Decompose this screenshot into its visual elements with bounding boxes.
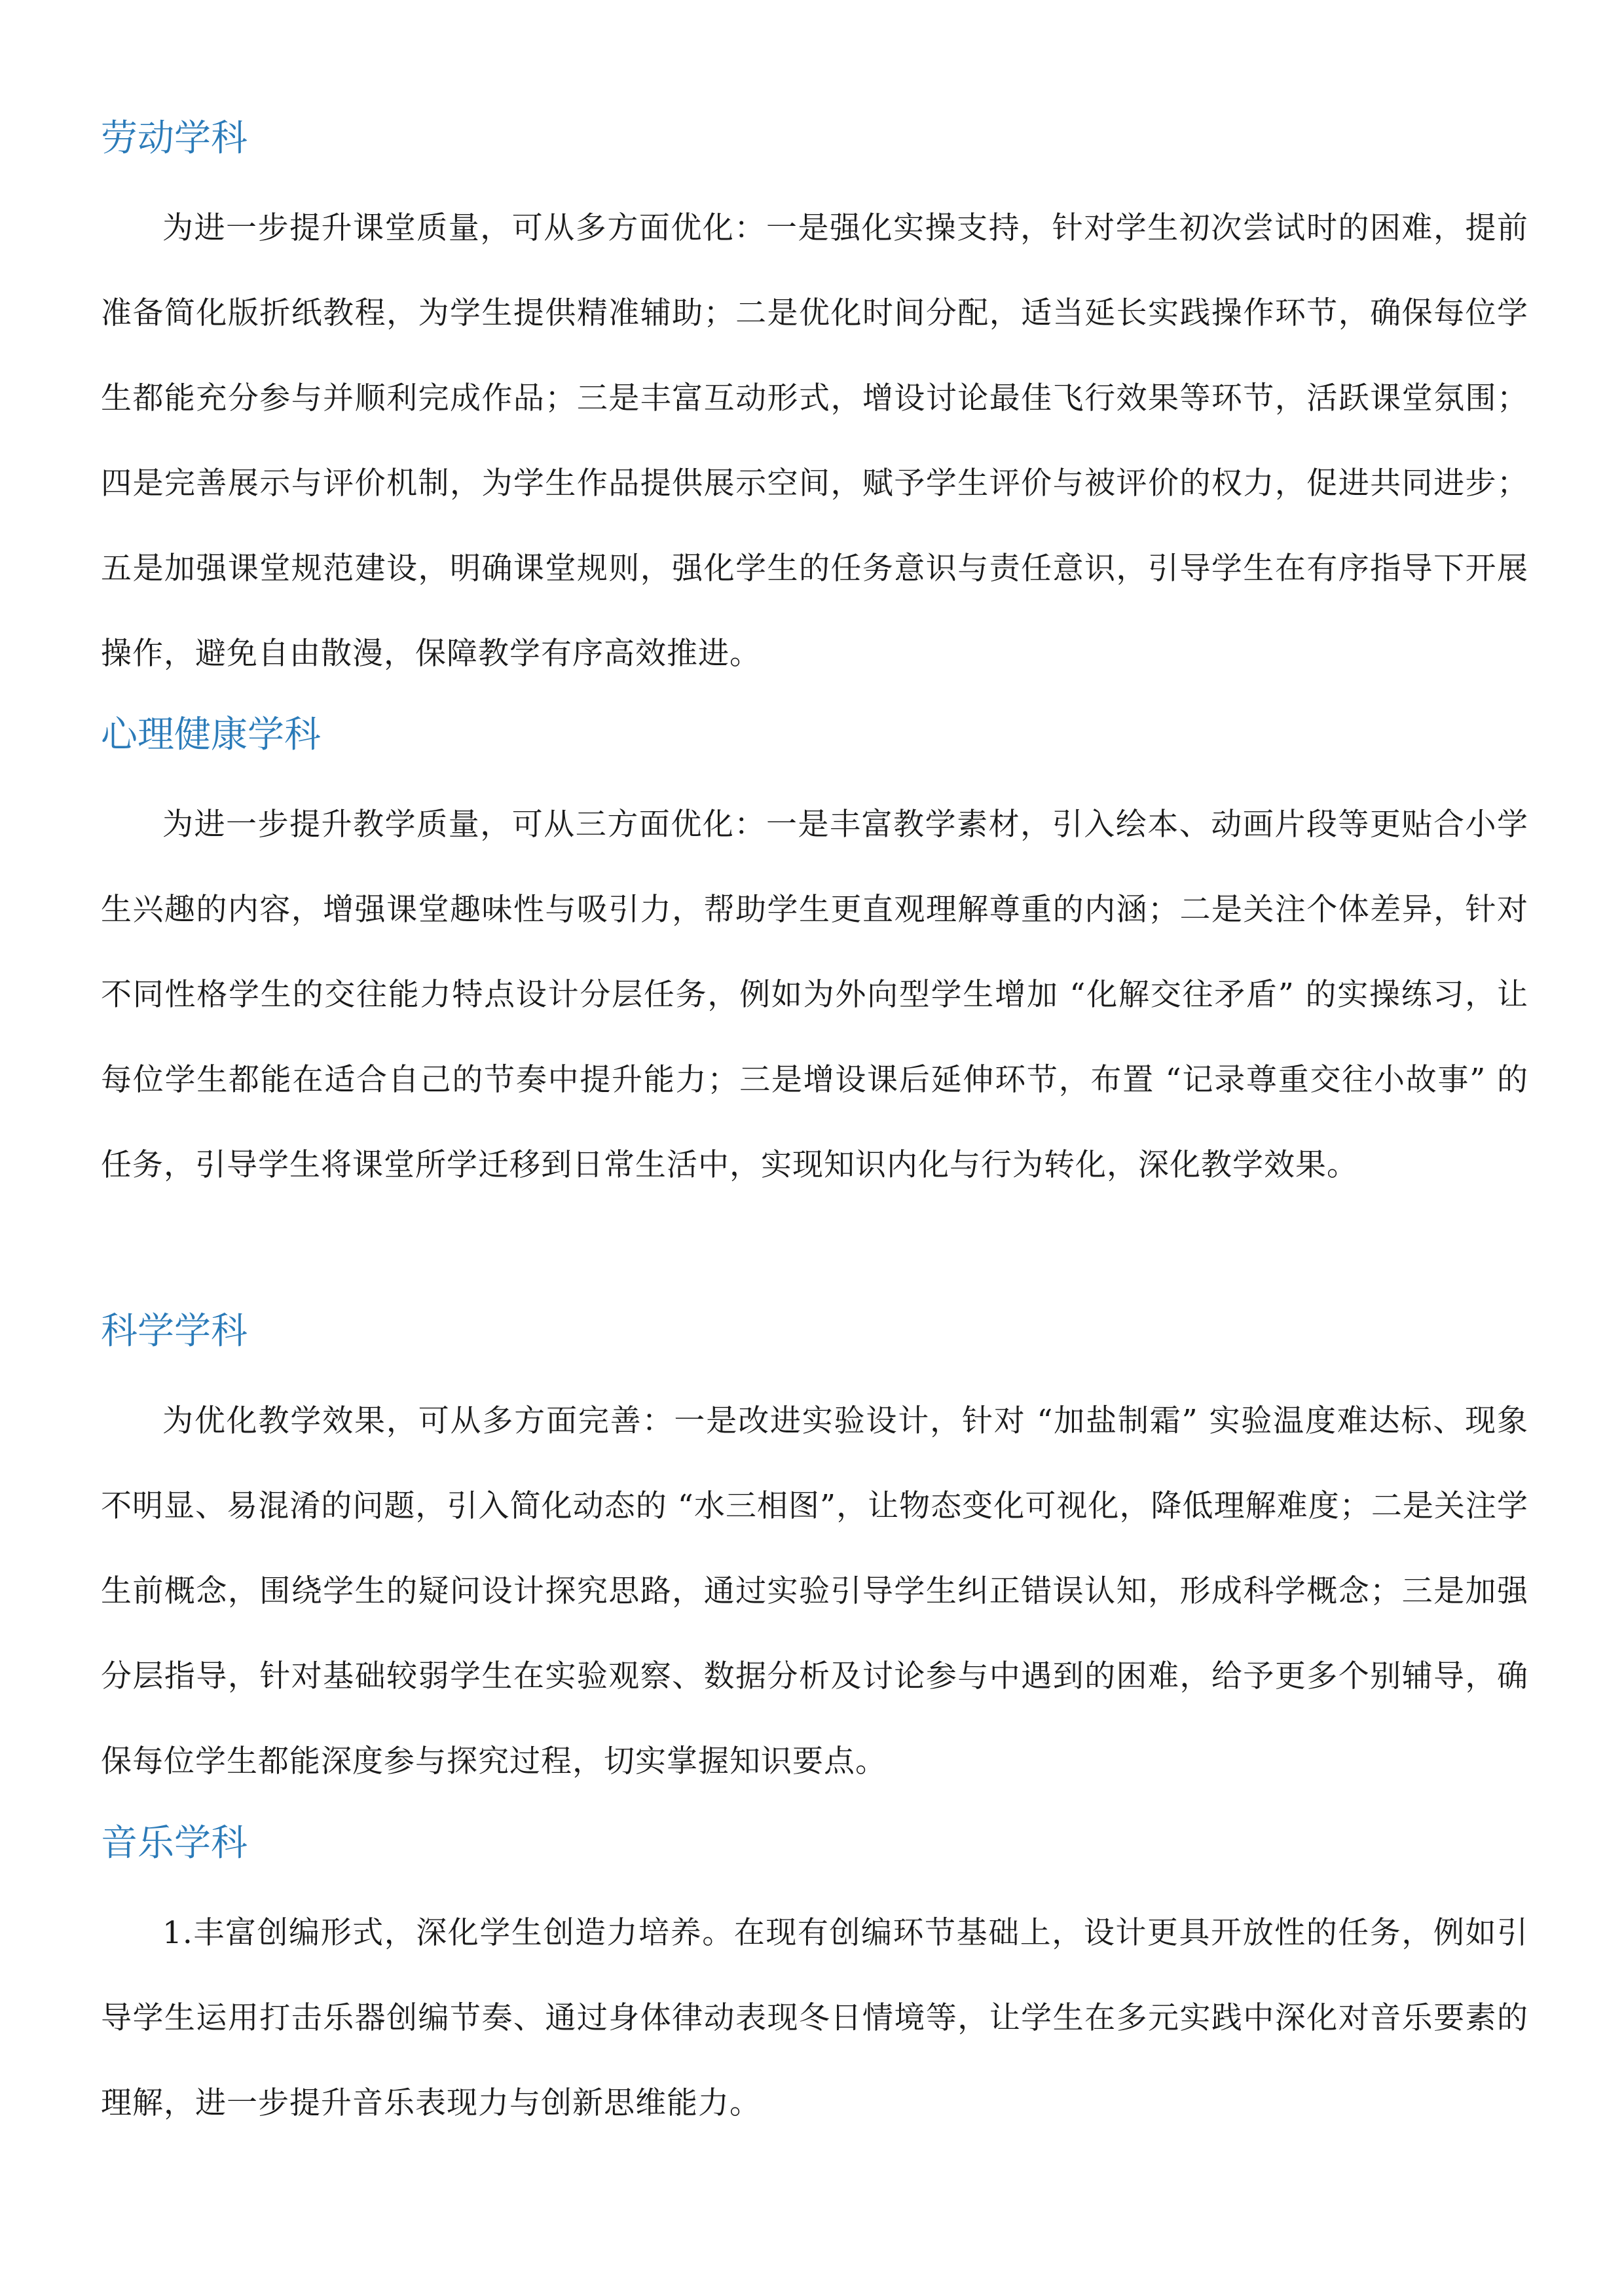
section-heading-mental-health: 心理健康学科 bbox=[101, 714, 321, 756]
section-body-science: 为优化教学效果，可从多方面完善：一是改进实验设计，针对 “加盐制霜” 实验温度难达标、现象不明显、易混淆的问题，引入简化动态的 “水三相图”，让物态变化可视化，降低理解难度；二是关注学生前概念，围绕学生的疑问设计探究思路，通过实验引导学生纠正错误认知，形成科学概念；三是加强分层指导，针对基础较弱学生在实验观察、数据分析及讨论参与中遇到的困难，给予更多个别辅导，确保每位学生都能深度参与探究过程，切实掌握知识要点。 bbox=[101, 1403, 1528, 1779]
section-body-mental-health: 为进一步提升教学质量，可从三方面优化：一是丰富教学素材，引入绘本、动画片段等更贴合小学生兴趣的内容，增强课堂趣味性与吸引力，帮助学生更直观理解尊重的内涵；二是关注个体差异，针对不同性格学生的交往能力特点设计分层任务，例如为外向型学生增加 “化解交往矛盾” 的实操练习，让每位学生都能在适合自己的节奏中提升能力；三是增设课后延伸环节，布置 “记录尊重交往小故事” 的任务，引导学生将课堂所学迁移到日常生活中，实现知识内化与行为转化，深化教学效果。 bbox=[101, 807, 1528, 1183]
section-heading-labor: 劳动学科 bbox=[101, 117, 248, 160]
section-body-labor: 为进一步提升课堂质量，可从多方面优化：一是强化实操支持，针对学生初次尝试时的困难，提前准备简化版折纸教程，为学生提供精准辅助；二是优化时间分配，适当延长实践操作环节，确保每位学生都能充分参与并顺利完成作品；三是丰富互动形式，增设讨论最佳飞行效果等环节，活跃课堂氛围；四是完善展示与评价机制，为学生作品提供展示空间，赋予学生评价与被评价的权力，促进共同进步；五是加强课堂规范建设，明确课堂规则，强化学生的任务意识与责任意识，引导学生在有序指导下开展操作，避免自由散漫，保障教学有序高效推进。 bbox=[101, 210, 1528, 672]
section-body-music: 1.丰富创编形式，深化学生创造力培养。在现有创编环节基础上，设计更具开放性的任务，例如引导学生运用打击乐器创编节奏、通过身体律动表现冬日情境等，让学生在多元实践中深化对音乐要素的理解，进一步提升音乐表现力与创新思维能力。 bbox=[101, 1915, 1528, 2121]
section-heading-science: 科学学科 bbox=[101, 1310, 248, 1353]
section-heading-music: 音乐学科 bbox=[101, 1822, 248, 1865]
